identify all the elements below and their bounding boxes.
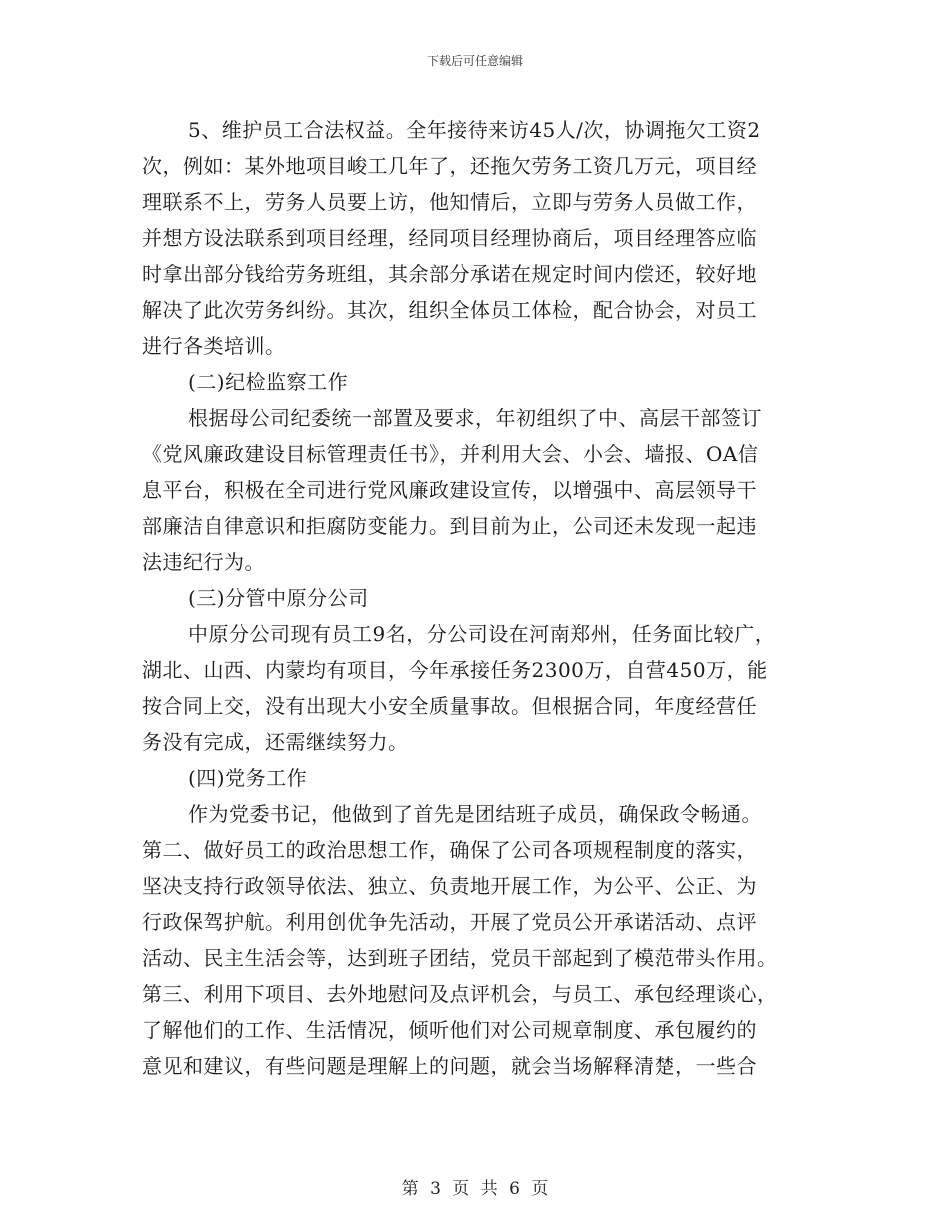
paragraph-line: 次，例如：某外地项目峻工几年了，还拖欠劳务工资几万元，项目经	[142, 154, 757, 178]
paragraph-line: 5、维护员工合法权益。全年接待来访45人/次，协调拖欠工资2	[188, 118, 761, 142]
paragraph-line: 《党风廉政建设目标管理责任书》，并利用大会、小会、墙报、OA信	[142, 442, 759, 466]
paragraph-line: 湖北、山西、内蒙均有项目，今年承接任务2300万，自营450万，能	[142, 658, 768, 682]
paragraph-line: 根据母公司纪委统一部置及要求，年初组织了中、高层干部签订	[188, 406, 762, 430]
paragraph-line: 息平台，积极在全司进行党风廉政建设宣传，以增强中、高层领导干	[142, 478, 757, 502]
paragraph-line: 意见和建议，有些问题是理解上的问题，就会当场解释清楚，一些合	[142, 1054, 757, 1078]
section-heading: (四)党务工作	[188, 766, 308, 790]
paragraph-line: 进行各类培训。	[142, 334, 286, 358]
paragraph-line: 解决了此次劳务纠纷。其次，组织全体员工体检，配合协会，对员工	[142, 298, 757, 322]
paragraph-line: 第二、做好员工的政治思想工作，确保了公司各项规程制度的落实，	[142, 838, 757, 862]
paragraph-line: 时拿出部分钱给劳务班组，其余部分承诺在规定时间内偿还，较好地	[142, 262, 757, 286]
paragraph-line: 第三、利用下项目、去外地慰问及点评机会，与员工、承包经理谈心，	[142, 982, 778, 1006]
paragraph-line: 并想方设法联系到项目经理，经同项目经理协商后，项目经理答应临	[142, 226, 757, 250]
section-heading: (二)纪检监察工作	[188, 370, 349, 394]
paragraph-line: 坚决支持行政领导依法、独立、负责地开展工作，为公平、公正、为	[142, 874, 757, 898]
paragraph-line: 活动、民主生活会等，达到班子团结，党员干部起到了模范带头作用。	[142, 946, 778, 970]
header-note: 下载后可任意编辑	[426, 54, 523, 68]
paragraph-line: 按合同上交，没有出现大小安全质量事故。但根据合同，年度经营任	[142, 694, 757, 718]
body-text	[142, 112, 810, 1084]
paragraph-line: 理联系不上，劳务人员要上访，他知情后，立即与劳务人员做工作，	[142, 190, 757, 214]
paragraph-line: 行政保驾护航。利用创优争先活动，开展了党员公开承诺活动、点评	[142, 910, 757, 934]
paragraph-line: 法违纪行为。	[142, 550, 265, 574]
paragraph-line: 了解他们的工作、生活情况，倾听他们对公司规章制度、承包履约的	[142, 1018, 757, 1042]
section-heading: (三)分管中原分公司	[188, 586, 369, 610]
paragraph-line: 作为党委书记，他做到了首先是团结班子成员，确保政令畅通。	[188, 802, 762, 826]
page-number-footer: 第 3 页 共 6 页	[401, 1179, 549, 1199]
paragraph-line: 务没有完成，还需继续努力。	[142, 730, 409, 754]
paragraph-line: 部廉洁自律意识和拒腐防变能力。到目前为止，公司还未发现一起违	[142, 514, 757, 538]
paragraph-line: 中原分公司现有员工9名，分公司设在河南郑州，任务面比较广，	[188, 622, 776, 646]
